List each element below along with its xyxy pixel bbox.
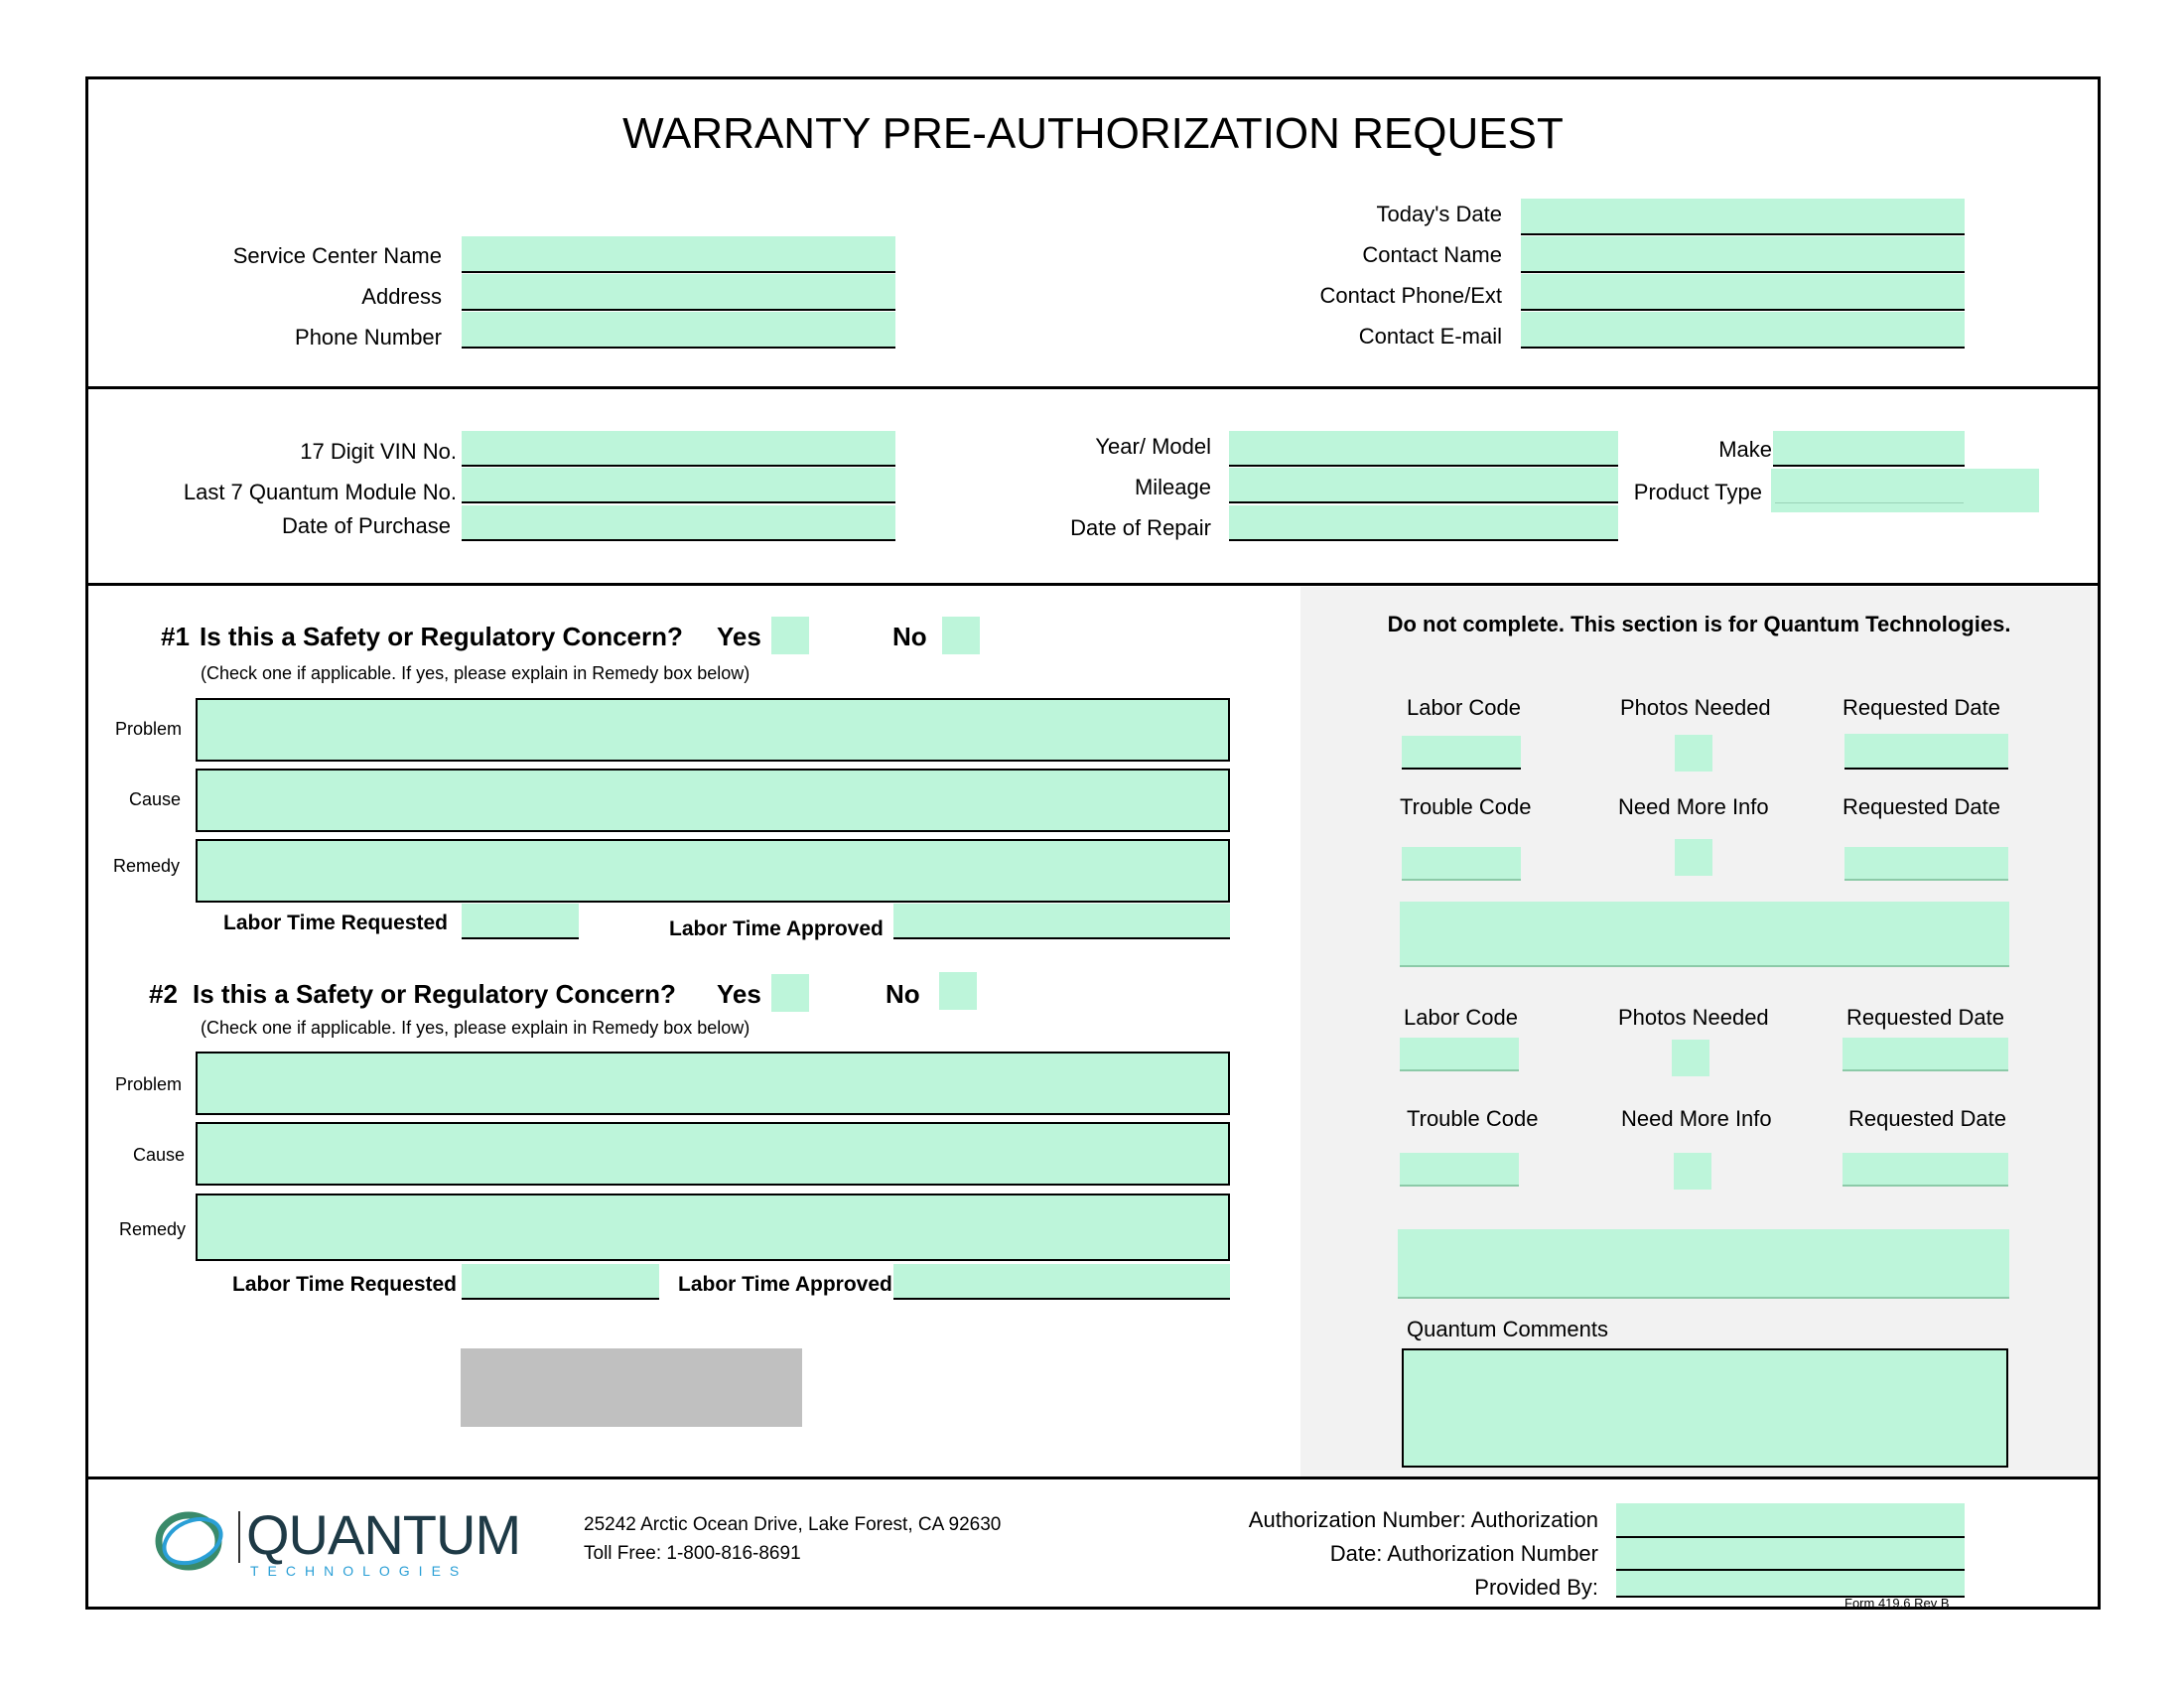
- vin-label: 17 Digit VIN No.: [300, 439, 457, 464]
- requested-date-field[interactable]: [1844, 734, 2008, 770]
- concern-2-labor-approved-field[interactable]: [893, 1264, 1230, 1300]
- trouble-code-field[interactable]: [1402, 847, 1521, 881]
- quantum-logo-icon: [151, 1501, 240, 1581]
- module-label: Last 7 Quantum Module No.: [183, 480, 457, 504]
- concern-1-labor-approved-label: Labor Time Approved: [669, 917, 884, 940]
- requested-date-field[interactable]: [1844, 847, 2008, 881]
- address-field[interactable]: [462, 274, 895, 311]
- contact-name-field[interactable]: [1521, 236, 1965, 273]
- authorization-date-label: Date: Authorization Number: [1329, 1541, 1598, 1566]
- quantum-notes-field[interactable]: [1400, 902, 2009, 967]
- contact-name-label: Contact Name: [1362, 242, 1502, 267]
- concern-1-cause-field[interactable]: [196, 769, 1230, 832]
- concern-2-note: (Check one if applicable. If yes, please explain in Remedy box below): [201, 1018, 751, 1038]
- repair-date-label: Date of Repair: [1070, 515, 1211, 540]
- mileage-field[interactable]: [1229, 468, 1618, 503]
- module-field[interactable]: [462, 468, 895, 503]
- submit-button[interactable]: [461, 1348, 802, 1427]
- labor-code-field[interactable]: [1402, 736, 1521, 770]
- authorization-number-field[interactable]: [1616, 1503, 1965, 1538]
- need-more-info-label: Need More Info: [1621, 1106, 1772, 1131]
- quantum-comments-label: Quantum Comments: [1407, 1317, 1608, 1341]
- requested-date-label: Requested Date: [1843, 695, 2000, 720]
- quantum-section-heading: Do not complete. This section is for Quantum Technologies.: [1387, 612, 2011, 636]
- need-more-info-checkbox[interactable]: [1675, 839, 1712, 876]
- concern-2-no-label: No: [886, 979, 920, 1009]
- concern-1-note: (Check one if applicable. If yes, please explain in Remedy box below): [201, 663, 751, 683]
- purchase-date-label: Date of Purchase: [282, 513, 451, 538]
- year-model-label: Year/ Model: [1095, 434, 1211, 459]
- repair-date-field[interactable]: [1229, 505, 1618, 541]
- product-type-label: Product Type: [1633, 480, 1762, 504]
- labor-code-field[interactable]: [1400, 1038, 1519, 1071]
- concern-1-problem-field[interactable]: [196, 698, 1230, 762]
- concern-2-question: Is this a Safety or Regulatory Concern?: [193, 979, 676, 1009]
- trouble-code-field[interactable]: [1400, 1153, 1519, 1187]
- service-center-name-field[interactable]: [462, 236, 895, 273]
- concern-2-remedy-field[interactable]: [196, 1194, 1230, 1261]
- photos-needed-label: Photos Needed: [1618, 1005, 1769, 1030]
- make-label: Make: [1718, 437, 1772, 462]
- phone-number-field[interactable]: [462, 312, 895, 349]
- quantum-comments-field[interactable]: [1402, 1348, 2008, 1468]
- product-type-field[interactable]: [1771, 469, 2039, 512]
- address-label: Address: [361, 284, 442, 309]
- concern-2-labor-requested-field[interactable]: [462, 1264, 659, 1300]
- purchase-date-field[interactable]: [462, 505, 895, 541]
- concern-1-cause-label: Cause: [129, 789, 182, 809]
- concern-1-problem-label: Problem: [115, 719, 183, 739]
- concern-2-number: #2: [149, 979, 178, 1009]
- divider: [85, 583, 2101, 586]
- trouble-code-label: Trouble Code: [1400, 794, 1532, 819]
- phone-number-label: Phone Number: [295, 325, 442, 350]
- contact-phone-field[interactable]: [1521, 274, 1965, 311]
- divider: [85, 386, 2101, 389]
- concern-2-labor-approved-label: Labor Time Approved: [678, 1273, 892, 1296]
- service-center-name-label: Service Center Name: [232, 243, 442, 268]
- company-address: 25242 Arctic Ocean Drive, Lake Forest, CA 92630: [584, 1514, 1002, 1535]
- concern-1-labor-requested-label: Labor Time Requested: [223, 912, 448, 934]
- photos-needed-checkbox[interactable]: [1672, 1040, 1709, 1076]
- concern-1-no-label: No: [892, 622, 927, 651]
- concern-1-labor-approved-field[interactable]: [893, 904, 1230, 939]
- contact-email-label: Contact E-mail: [1358, 324, 1502, 349]
- authorization-date-field[interactable]: [1616, 1538, 1965, 1571]
- make-field[interactable]: [1773, 431, 1965, 467]
- logo-tagline: TECHNOLOGIES: [250, 1563, 469, 1579]
- concern-2-labor-requested-label: Labor Time Requested: [232, 1273, 457, 1296]
- labor-code-label: Labor Code: [1407, 695, 1521, 720]
- quantum-logo: [151, 1501, 528, 1581]
- photos-needed-checkbox[interactable]: [1675, 735, 1712, 772]
- provided-by-label: Provided By:: [1474, 1575, 1598, 1600]
- contact-email-field[interactable]: [1521, 312, 1965, 349]
- requested-date-field[interactable]: [1843, 1038, 2008, 1071]
- concern-2-cause-label: Cause: [133, 1145, 186, 1165]
- form-id: Form 419.6 Rev B: [1844, 1596, 1950, 1611]
- divider: [85, 1476, 2101, 1479]
- todays-date-field[interactable]: [1521, 199, 1965, 235]
- contact-phone-label: Contact Phone/Ext: [1319, 283, 1502, 308]
- logo-divider: [238, 1511, 240, 1563]
- logo-wordmark: QUANTUM: [246, 1503, 521, 1566]
- quantum-notes-field[interactable]: [1398, 1229, 2009, 1299]
- concern-1-question: Is this a Safety or Regulatory Concern?: [200, 622, 683, 651]
- concern-1-number: #1: [161, 622, 190, 651]
- trouble-code-label: Trouble Code: [1407, 1106, 1539, 1131]
- vin-field[interactable]: [462, 431, 895, 467]
- concern-2-remedy-label: Remedy: [119, 1219, 187, 1239]
- concern-2-problem-label: Problem: [115, 1074, 183, 1094]
- need-more-info-label: Need More Info: [1618, 794, 1769, 819]
- need-more-info-checkbox[interactable]: [1674, 1153, 1711, 1190]
- photos-needed-label: Photos Needed: [1620, 695, 1771, 720]
- provided-by-field[interactable]: [1616, 1571, 1965, 1598]
- concern-1-no-checkbox[interactable]: [942, 617, 980, 654]
- concern-1-yes-label: Yes: [717, 622, 761, 651]
- concern-1-remedy-label: Remedy: [113, 856, 181, 876]
- toll-free-number: Toll Free: 1-800-816-8691: [584, 1543, 801, 1564]
- page-title: WARRANTY PRE-AUTHORIZATION REQUEST: [622, 109, 1564, 158]
- concern-1-labor-requested-field[interactable]: [462, 904, 579, 939]
- requested-date-label: Requested Date: [1846, 1005, 2004, 1030]
- concern-2-cause-field[interactable]: [196, 1122, 1230, 1186]
- year-model-field[interactable]: [1229, 431, 1618, 467]
- concern-2-yes-label: Yes: [717, 979, 761, 1009]
- mileage-label: Mileage: [1134, 475, 1211, 499]
- requested-date-field[interactable]: [1843, 1153, 2008, 1187]
- concern-2-yes-checkbox[interactable]: [771, 974, 809, 1012]
- labor-code-label: Labor Code: [1404, 1005, 1518, 1030]
- requested-date-label: Requested Date: [1843, 794, 2000, 819]
- concern-2-no-checkbox[interactable]: [939, 972, 977, 1010]
- authorization-number-label: Authorization Number: Authorization: [1248, 1507, 1598, 1532]
- concern-1-remedy-field[interactable]: [196, 839, 1230, 903]
- todays-date-label: Today's Date: [1376, 202, 1502, 226]
- requested-date-label: Requested Date: [1848, 1106, 2006, 1131]
- concern-1-yes-checkbox[interactable]: [771, 617, 809, 654]
- concern-2-problem-field[interactable]: [196, 1052, 1230, 1115]
